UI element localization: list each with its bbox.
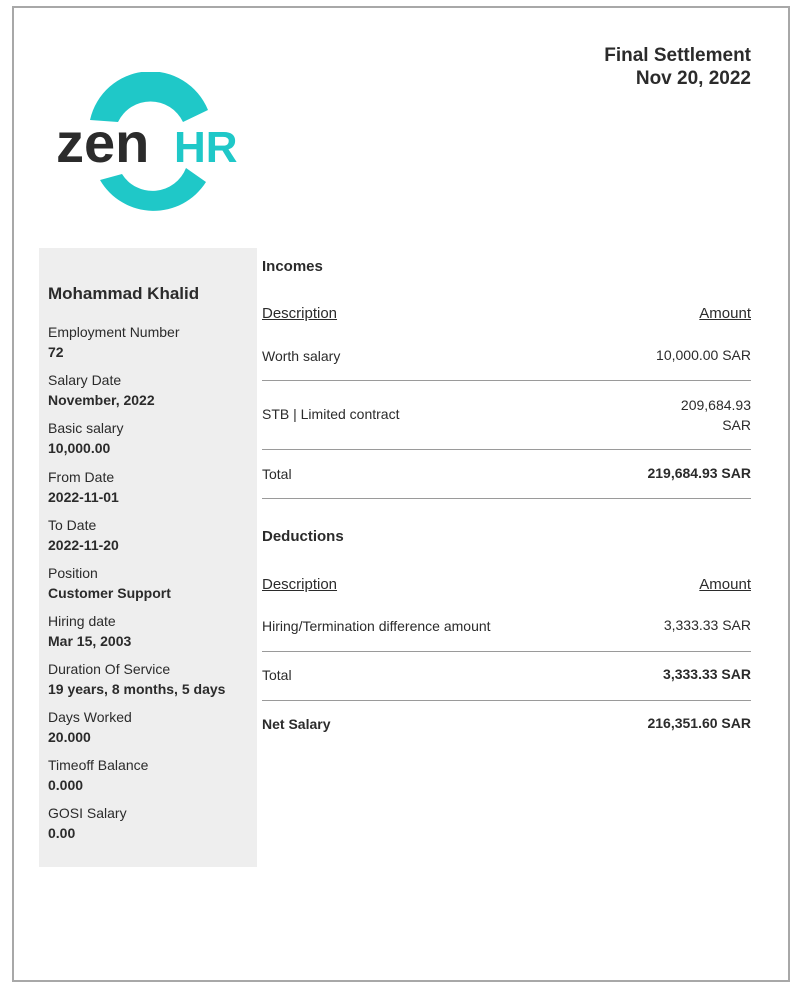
settlement-details: [262, 248, 751, 768]
divider: [262, 651, 751, 652]
income-row-description: STB | Limited contract: [262, 406, 400, 422]
incomes-total-label: Total: [262, 466, 292, 482]
field-duration-of-service: Duration Of Service 19 years, 8 months, 5 days: [48, 661, 226, 697]
divider: [262, 449, 751, 450]
field-gosi-salary: GOSI Salary 0.00: [48, 805, 127, 841]
incomes-description-header: Description: [262, 305, 338, 322]
field-position: Position Customer Support: [48, 565, 171, 601]
field-to-date: To Date 2022-11-20: [48, 517, 119, 553]
document-title: Final Settlement: [604, 45, 751, 66]
employee-name: Mohammad Khalid: [48, 284, 200, 303]
logo-ring-bottom: [100, 168, 206, 211]
document-header: [604, 44, 751, 90]
document-date: Nov 20, 2022: [635, 68, 751, 89]
logo-text-zen: zen: [56, 111, 150, 174]
income-row-amount: 10,000.00 SAR: [656, 347, 751, 363]
field-employment-number: Employment Number 72: [48, 324, 180, 360]
zenhr-logo: [52, 72, 252, 214]
deduction-row-amount: 3,333.33 SAR: [663, 617, 751, 633]
deductions-total-label: Total: [262, 667, 292, 683]
field-days-worked: Days Worked 20.000: [48, 709, 132, 745]
incomes-total-amount: 219,684.93 SAR: [647, 465, 751, 481]
deductions-description-header: Description: [262, 576, 338, 593]
incomes-title: Incomes: [262, 258, 323, 275]
logo-text-hr: HR: [174, 123, 238, 172]
income-row-amount: 209,684.93 SAR: [680, 397, 751, 433]
field-timeoff-balance: Timeoff Balance 0.000: [48, 757, 149, 793]
divider: [262, 498, 751, 499]
net-salary-amount: 216,351.60 SAR: [647, 715, 751, 731]
deductions-title: Deductions: [262, 528, 344, 545]
field-basic-salary: Basic salary 10,000.00: [48, 420, 124, 456]
field-salary-date: Salary Date November, 2022: [48, 372, 155, 408]
field-from-date: From Date 2022-11-01: [48, 469, 119, 505]
income-row-description: Worth salary: [262, 348, 341, 364]
incomes-amount-header: Amount: [699, 305, 751, 322]
field-hiring-date: Hiring date Mar 15, 2003: [48, 613, 132, 649]
divider: [262, 700, 751, 701]
deductions-amount-header: Amount: [699, 576, 751, 593]
deductions-total-amount: 3,333.33 SAR: [663, 666, 751, 682]
divider: [262, 380, 751, 381]
deduction-row-description: Hiring/Termination difference amount: [262, 618, 491, 634]
net-salary-label: Net Salary: [262, 716, 331, 732]
employee-sidebar: [39, 248, 257, 867]
